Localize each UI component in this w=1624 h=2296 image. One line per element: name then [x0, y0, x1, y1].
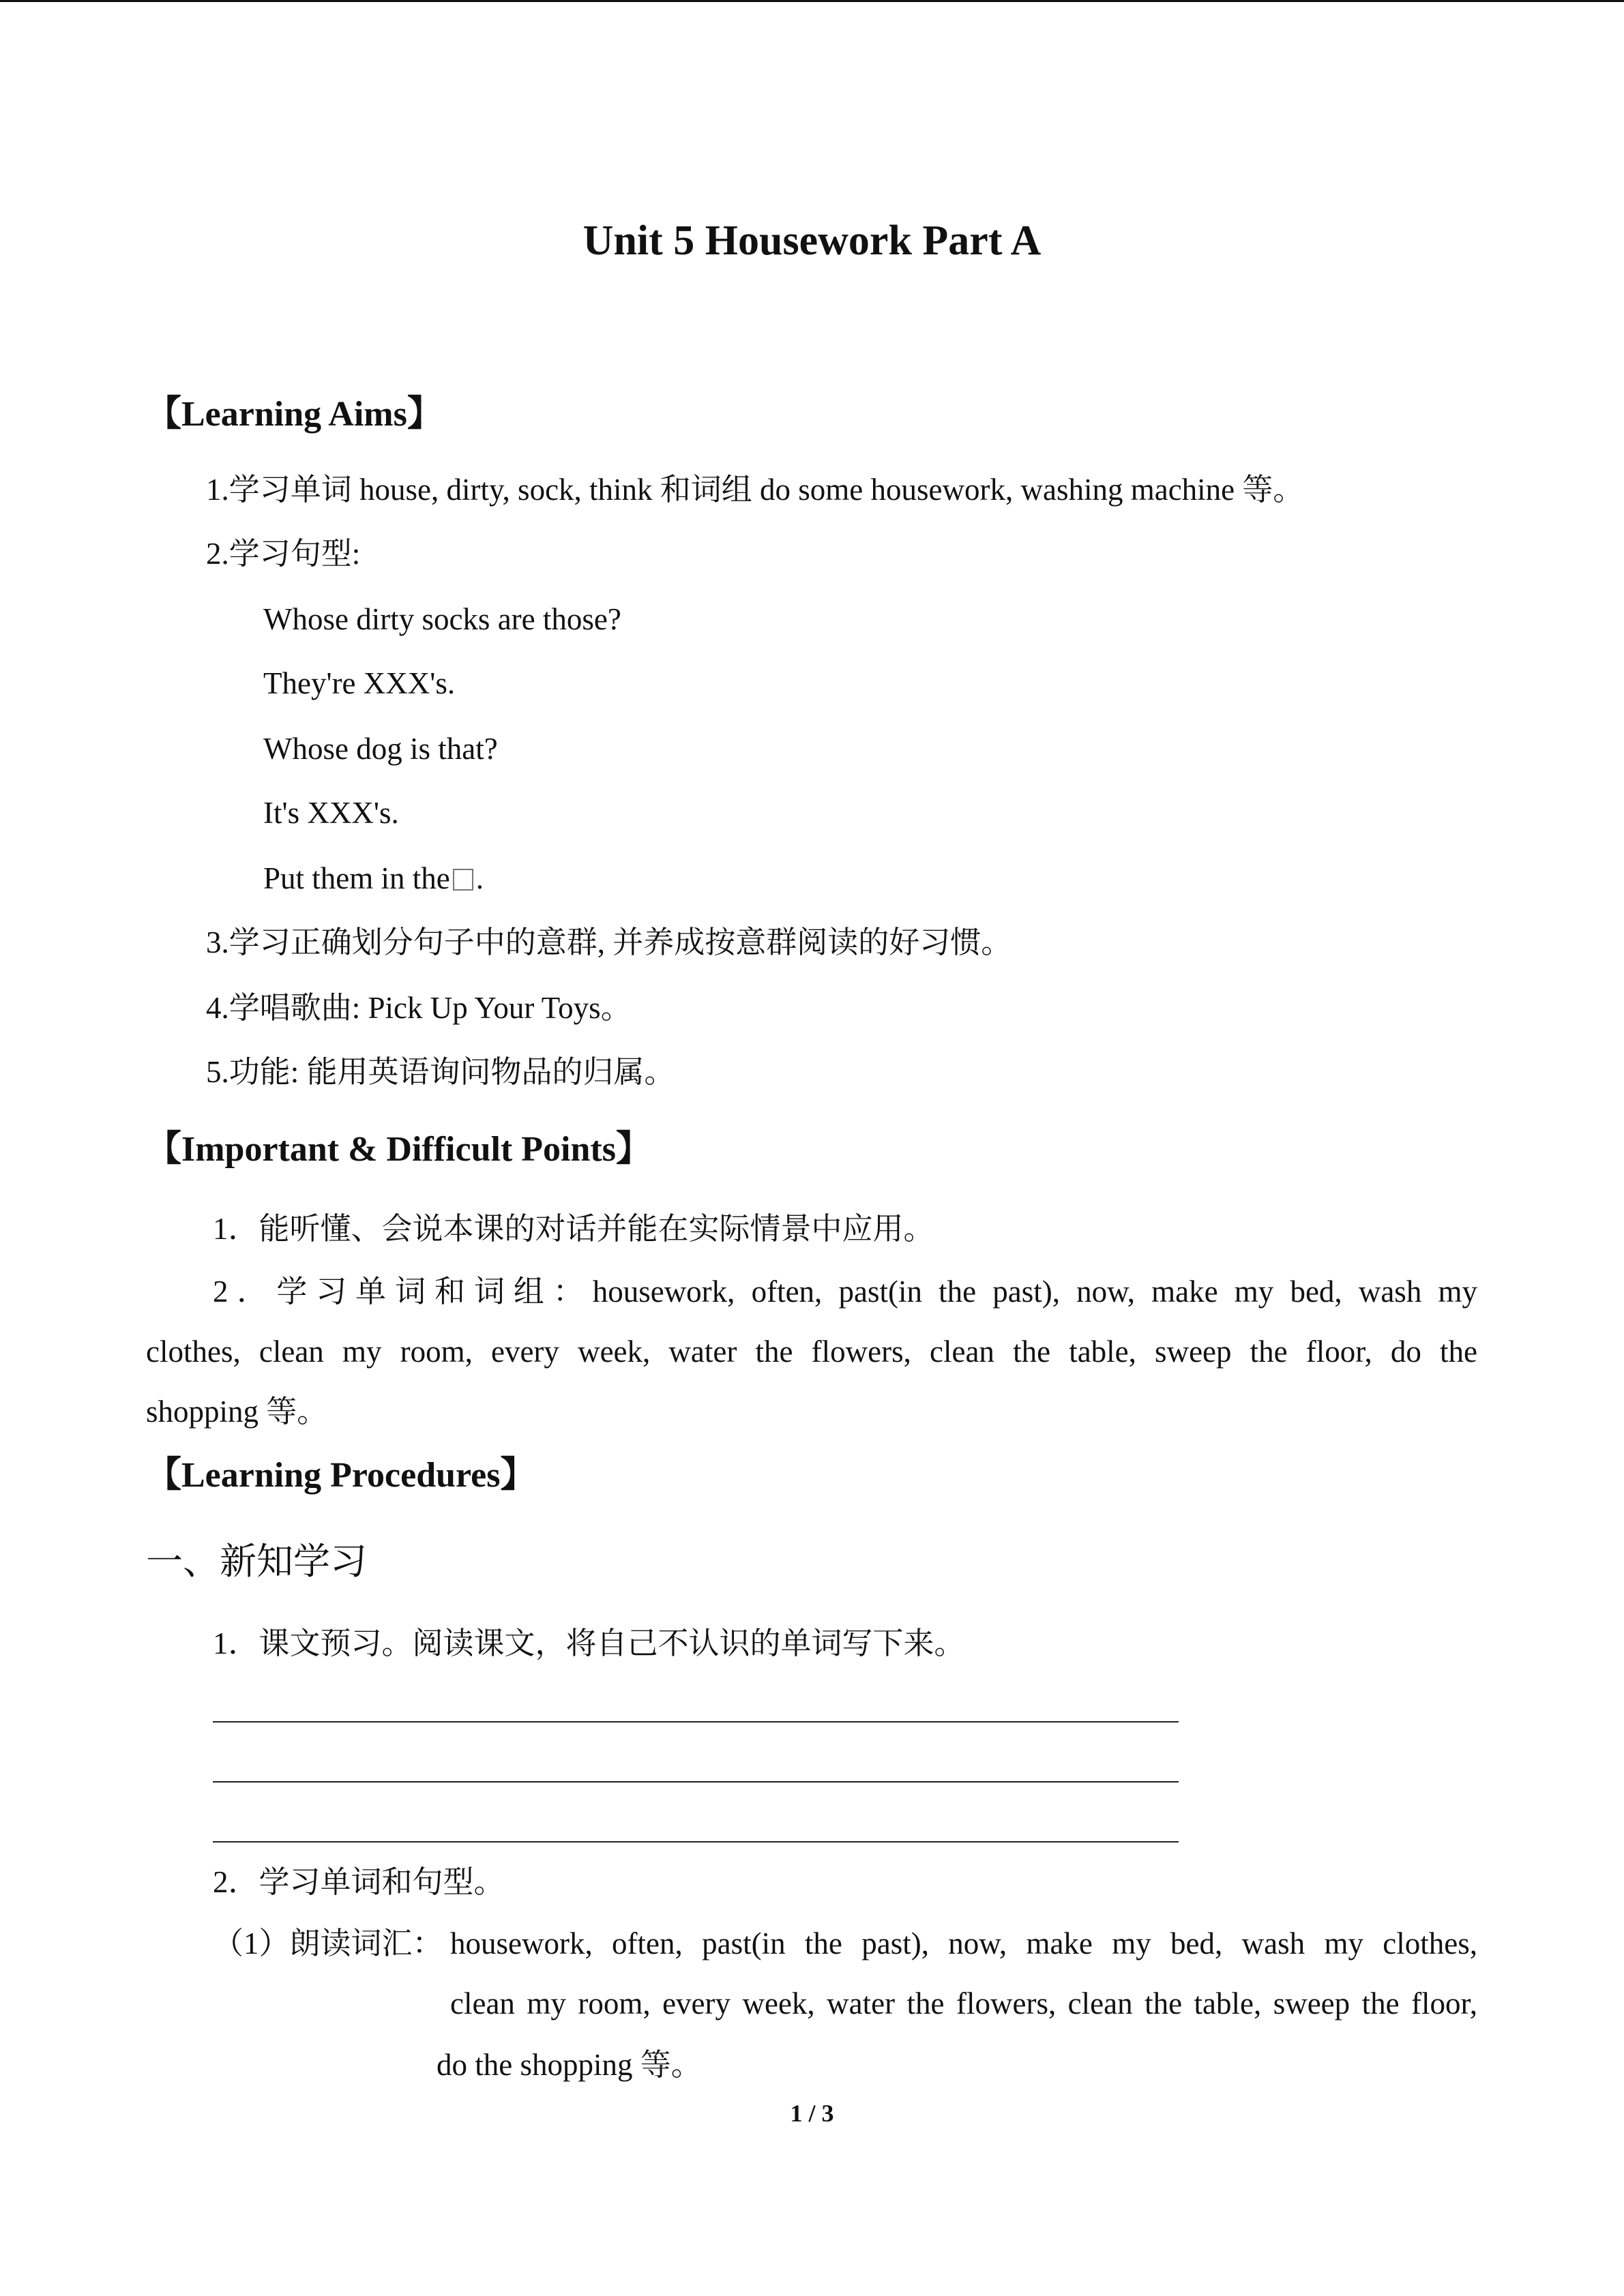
- point-item-2: [146, 1262, 1477, 1382]
- important-points-heading: 【Important & Difficult Points】: [146, 1130, 651, 1169]
- top-border-line: [0, 0, 1624, 2]
- answer-line-1[interactable]: [213, 1721, 1179, 1723]
- vocab-line-3: do the shopping 等。: [437, 2048, 702, 2082]
- aim-item-5: 5.功能: 能用英语询问物品的归属。: [206, 1055, 675, 1089]
- page-title: Unit 5 Housework Part A: [582, 218, 1042, 264]
- step-2-vocab-list: [450, 1913, 1477, 2033]
- point-item-2-line-3: shopping 等。: [146, 1395, 328, 1429]
- step-1-preview: 1．课文预习。阅读课文，将自己不认识的单词写下来。: [213, 1626, 965, 1660]
- sentence-pattern-5-text: Put them in the: [263, 861, 450, 895]
- section-new-knowledge: 一、新知学习: [146, 1541, 367, 1582]
- point-item-2-line-1: 2．学习单词和词组：housework, often, past(in the past), now, make my bed, wash my: [213, 1274, 1477, 1309]
- aim-item-2: 2.学习句型:: [206, 537, 361, 571]
- sentence-pattern-2: They're XXX's.: [263, 666, 456, 700]
- sentence-pattern-4: It's XXX's.: [263, 796, 399, 830]
- step-2-vocabulary: 2．学习单词和句型。: [213, 1865, 505, 1899]
- page-number: 1 / 3: [790, 2100, 834, 2127]
- learning-aims-heading: 【Learning Aims】: [146, 395, 443, 434]
- sentence-pattern-3: Whose dog is that?: [263, 732, 498, 766]
- sentence-pattern-5: [263, 856, 484, 900]
- point-item-1: 1．能听懂、会说本课的对话并能在实际情景中应用。: [213, 1212, 934, 1246]
- aim-item-3: 3.学习正确划分句子中的意群, 并养成按意群阅读的好习惯。: [206, 925, 1012, 959]
- vocab-line-1: housework, often, past(in the past), now, make my bed, wash my clothes,: [450, 1926, 1477, 1960]
- aim-item-4: 4.学唱歌曲: Pick Up Your Toys。: [206, 991, 632, 1025]
- sentence-pattern-5-end: .: [475, 861, 484, 895]
- learning-procedures-heading: 【Learning Procedures】: [146, 1456, 536, 1495]
- step-2-sub-label: （1）朗读词汇：: [213, 1926, 443, 1960]
- point-item-2-line-2: clothes, clean my room, every week, water the flowers, clean the table, sweep the floor, do the: [146, 1335, 1477, 1369]
- answer-line-2[interactable]: [213, 1781, 1179, 1783]
- sentence-pattern-1: Whose dirty socks are those?: [263, 602, 621, 636]
- blank-box-icon: [453, 869, 473, 891]
- answer-line-3[interactable]: [213, 1841, 1179, 1843]
- vocab-line-2: clean my room, every week, water the flowers, clean the table, sweep the floor,: [450, 1986, 1477, 2021]
- aim-item-1: 1.学习单词 house, dirty, sock, think 和词组 do some housework, washing machine 等。: [206, 473, 1304, 507]
